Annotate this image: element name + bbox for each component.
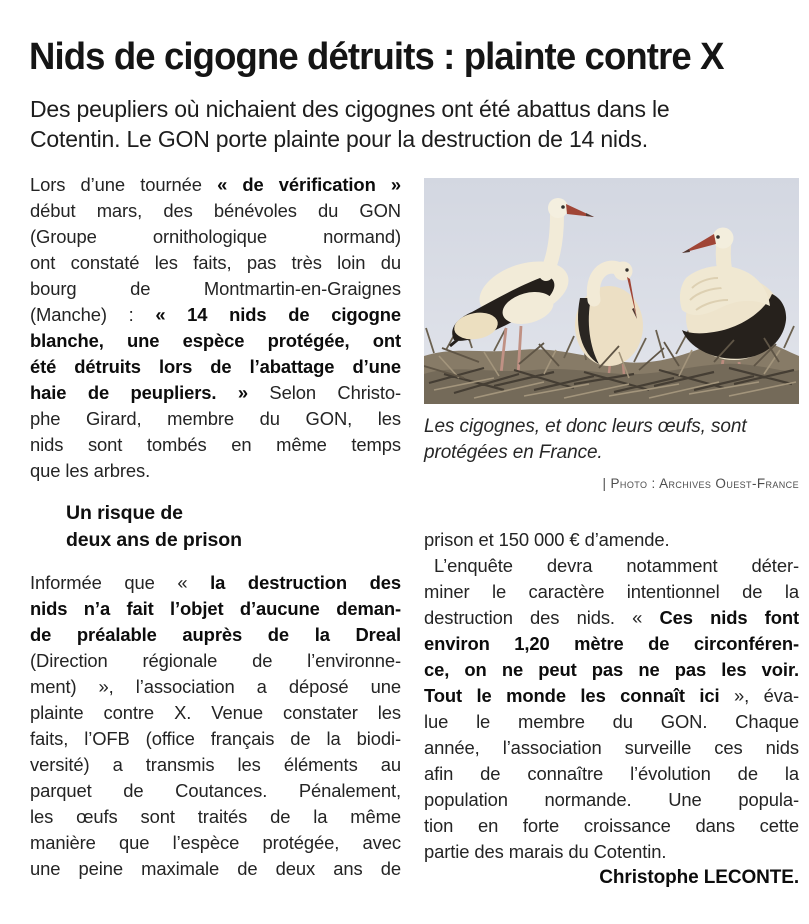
text-line: Des peupliers où nichaient des cigognes ont été abattus dans le bbox=[30, 96, 670, 122]
text-line: manière que l’espèce protégée, avec bbox=[30, 832, 401, 853]
text-line: début mars, des bénévoles du GON bbox=[30, 200, 401, 221]
text-line: (Direction régionale de l’environne- bbox=[30, 650, 401, 671]
text-line: Informée que « la destruction des bbox=[30, 572, 401, 593]
text-line: environ 1,20 mètre de circonféren- bbox=[424, 633, 799, 654]
right-column bbox=[424, 172, 799, 891]
text-line: destruction des nids. « Ces nids font bbox=[424, 607, 799, 628]
text-line: lue le membre du GON. Chaque bbox=[424, 711, 799, 732]
text-line: Les cigognes, et donc leurs œufs, sont bbox=[424, 416, 747, 437]
paragraph-1 bbox=[30, 172, 401, 484]
text-line: ce, on ne peut pas ne pas les voir. bbox=[424, 659, 799, 680]
text-line: bourg de Montmartin-en-Graignes bbox=[30, 278, 401, 299]
text-line: parquet de Coutances. Pénalement, bbox=[30, 780, 401, 801]
photo-caption bbox=[424, 414, 799, 466]
text-line: blanche, une espèce protégée, ont bbox=[30, 330, 401, 351]
text-line: protégées en France. bbox=[424, 442, 603, 463]
text-line: haie de peupliers. » Selon Christo- bbox=[30, 382, 401, 403]
text-line: deux ans de prison bbox=[66, 529, 242, 551]
photo-credit: | Photo : Archives Ouest-France bbox=[602, 476, 799, 491]
paragraph-2 bbox=[30, 570, 401, 882]
text-line: que les arbres. bbox=[30, 460, 151, 481]
paragraph-3 bbox=[424, 527, 799, 553]
text-line: Un risque de bbox=[66, 502, 183, 524]
section-subhead bbox=[66, 500, 401, 554]
text-line: phe Girard, membre du GON, les bbox=[30, 408, 401, 429]
text-line: tion en forte croissance dans cette bbox=[424, 815, 799, 836]
author-signature: Christophe LECONTE. bbox=[599, 867, 799, 888]
text-line: les œufs sont traités de la même bbox=[30, 806, 401, 827]
storks-photo bbox=[424, 178, 799, 404]
text-line: été détruits lors de l’abattage d’une bbox=[30, 356, 401, 377]
text-line: nids n’a fait l’objet d’aucune deman- bbox=[30, 598, 401, 619]
storks-photo-illustration bbox=[424, 178, 799, 404]
text-line: année, l’association surveille ces nids bbox=[424, 737, 799, 758]
text-line: plainte contre X. Venue constater les bbox=[30, 702, 401, 723]
text-line: Cotentin. Le GON porte plainte pour la destruction de 14 nids. bbox=[30, 126, 648, 152]
article-lede bbox=[30, 94, 780, 154]
text-line: faits, l’OFB (office français de la biodi- bbox=[30, 728, 401, 749]
text-line: ment) », l’association a déposé une bbox=[30, 676, 401, 697]
text-line: afin de connaître l’évolution de la bbox=[424, 763, 799, 784]
text-line: (Groupe ornithologique normand) bbox=[30, 226, 401, 247]
text-line: prison et 150 000 € d’amende. bbox=[424, 529, 670, 550]
article-title: Nids de cigogne détruits : plainte contre X bbox=[29, 36, 724, 78]
text-line: nids sont tombés en même temps bbox=[30, 434, 401, 455]
text-line: versité) a transmis les éléments au bbox=[30, 754, 401, 775]
text-line: Tout le monde les connaît ici », éva- bbox=[424, 685, 799, 706]
text-line: population normande. Une popula- bbox=[424, 789, 799, 810]
left-column bbox=[30, 172, 401, 882]
text-line: (Manche) : « 14 nids de cigogne bbox=[30, 304, 402, 325]
paragraph-4 bbox=[424, 553, 799, 865]
text-line: Lors d’une tournée « de vérification » bbox=[30, 174, 401, 195]
text-line: de préalable auprès de la Dreal bbox=[30, 624, 401, 645]
text-line: une peine maximale de deux ans de bbox=[30, 858, 401, 879]
text-line: miner le caractère intentionnel de la bbox=[424, 581, 799, 602]
text-line: ont constaté les faits, pas très loin du bbox=[30, 252, 401, 273]
text-line: L’enquête devra notamment déter- bbox=[434, 555, 799, 576]
text-line: partie des marais du Cotentin. bbox=[424, 841, 667, 862]
